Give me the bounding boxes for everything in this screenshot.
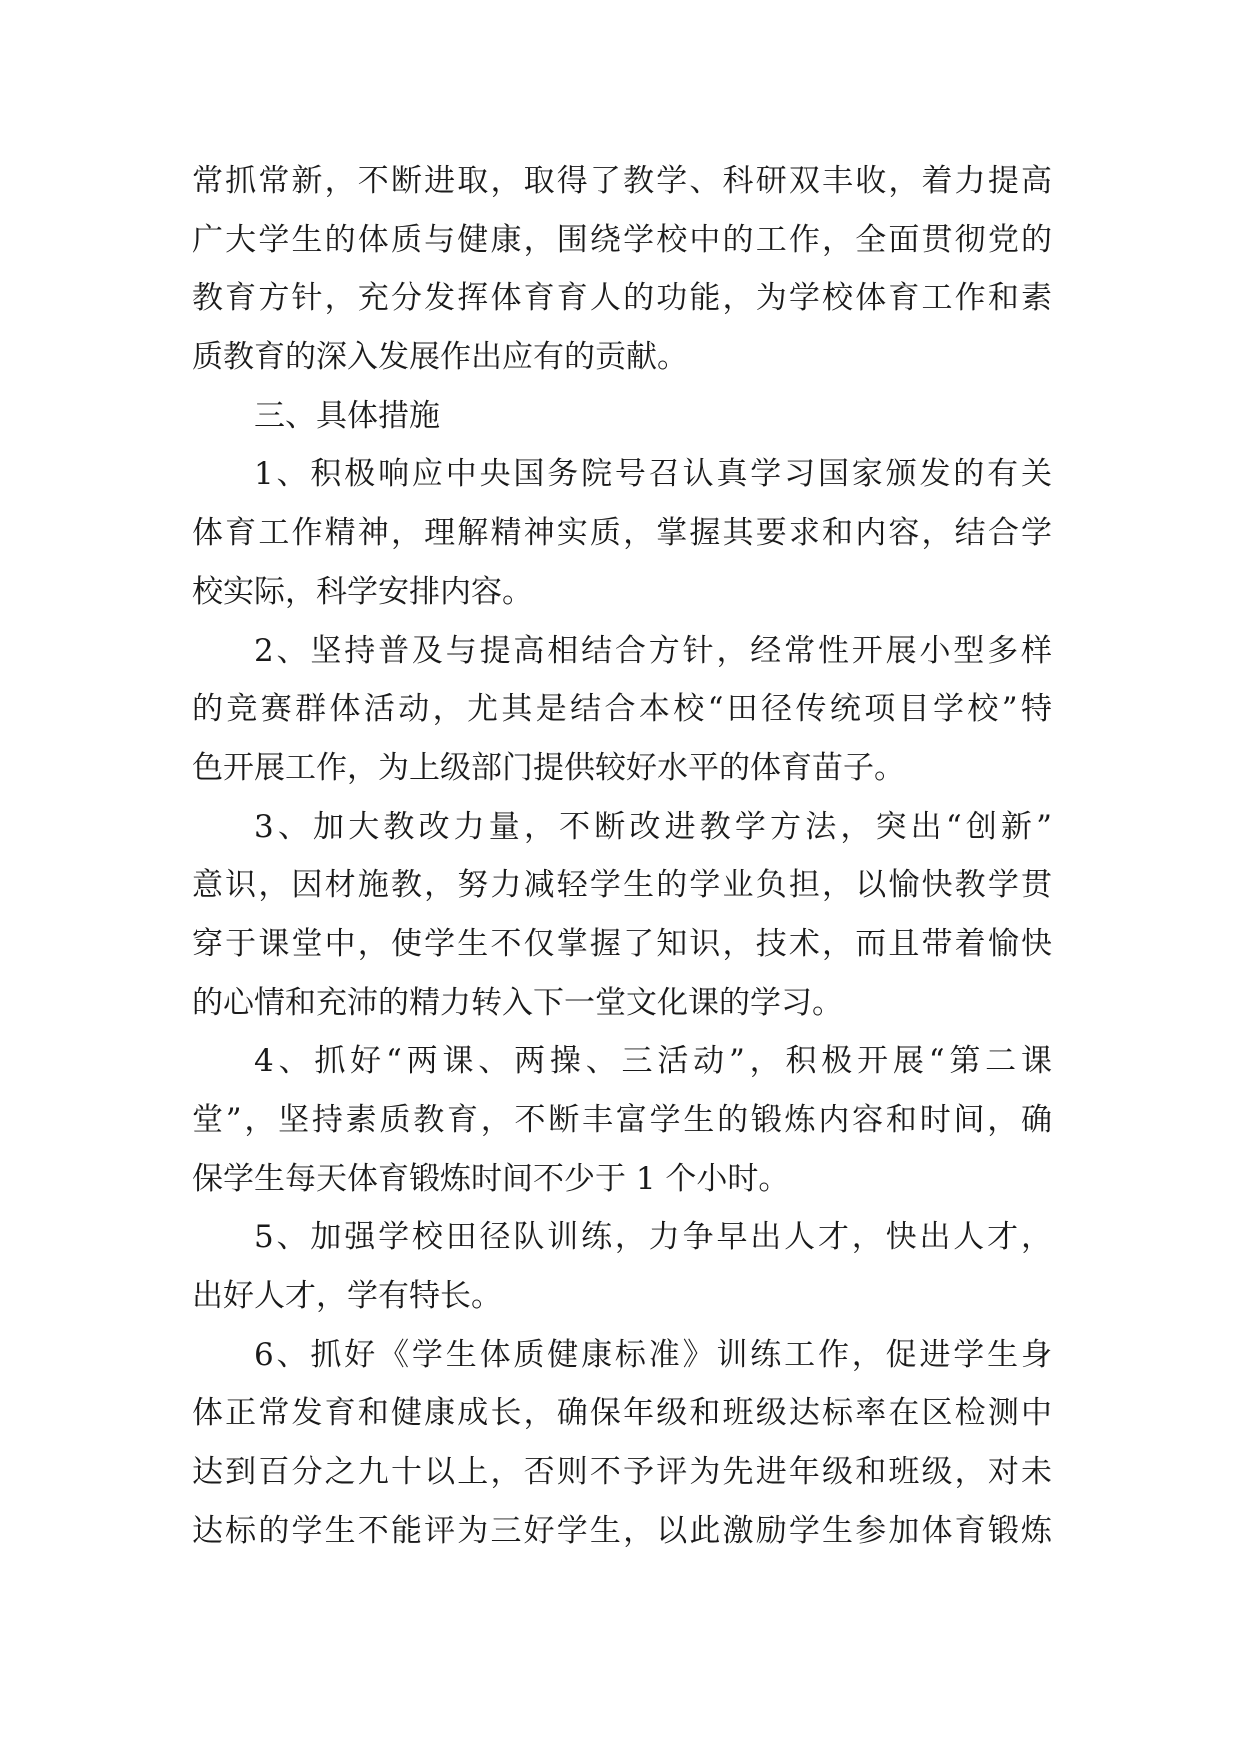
text-line: 色开展工作，为上级部门提供较好水平的体育苗子。: [192, 749, 905, 786]
text-line: 体育工作精神，理解精神实质，掌握其要求和内容，结合学: [192, 515, 1052, 552]
text-line: 常抓常新，不断进取，取得了教学、科研双丰收，着力提高: [192, 163, 1052, 199]
text-line: 3、加大教改力量，不断改进教学方法，突出“创新”: [254, 808, 1052, 845]
text-line: 广大学生的体质与健康，围绕学校中的工作，全面贯彻党的: [192, 221, 1052, 258]
body-text: [192, 152, 1052, 1561]
text-line: 质教育的深入发展作出应有的贡献。: [192, 339, 688, 376]
text-line: 堂”，坚持素质教育，不断丰富学生的锻炼内容和时间，确: [192, 1102, 1052, 1138]
text-line: 2、坚持普及与提高相结合方针，经常性开展小型多样: [254, 632, 1052, 669]
text-line: 5、加强学校田径队训练，力争早出人才，快出人才，: [254, 1219, 1052, 1256]
section-heading: 三、具体措施: [254, 397, 440, 434]
text-line: 穿于课堂中，使学生不仅掌握了知识，技术，而且带着愉快: [192, 925, 1052, 962]
text-line: 达标的学生不能评为三好学生，以此激励学生参加体育锻炼: [192, 1512, 1052, 1549]
text-line: 体正常发育和健康成长，确保年级和班级达标率在区检测中: [192, 1395, 1052, 1432]
text-line: 教育方针，充分发挥体育育人的功能，为学校体育工作和素: [192, 280, 1052, 317]
text-line: 校实际，科学安排内容。: [192, 573, 533, 610]
text-line: 1、积极响应中央国务院号召认真学习国家颁发的有关: [254, 456, 1052, 493]
text-line: 出好人才，学有特长。: [192, 1278, 502, 1315]
text-line: 的心情和充沛的精力转入下一堂文化课的学习。: [192, 984, 843, 1021]
text-line: 6、抓好《学生体质健康标准》训练工作，促进学生身: [254, 1336, 1052, 1373]
text-line: 4、抓好“两课、两操、三活动”，积极开展“第二课: [254, 1043, 1052, 1080]
text-line: 意识，因材施教，努力减轻学生的学业负担，以愉快教学贯: [192, 867, 1052, 904]
text-line: 的竞赛群体活动，尤其是结合本校“田径传统项目学校”特: [192, 691, 1052, 728]
text-line: 保学生每天体育锻炼时间不少于 1 个小时。: [192, 1160, 790, 1197]
text-line: 达到百分之九十以上，否则不予评为先进年级和班级，对未: [192, 1454, 1052, 1491]
